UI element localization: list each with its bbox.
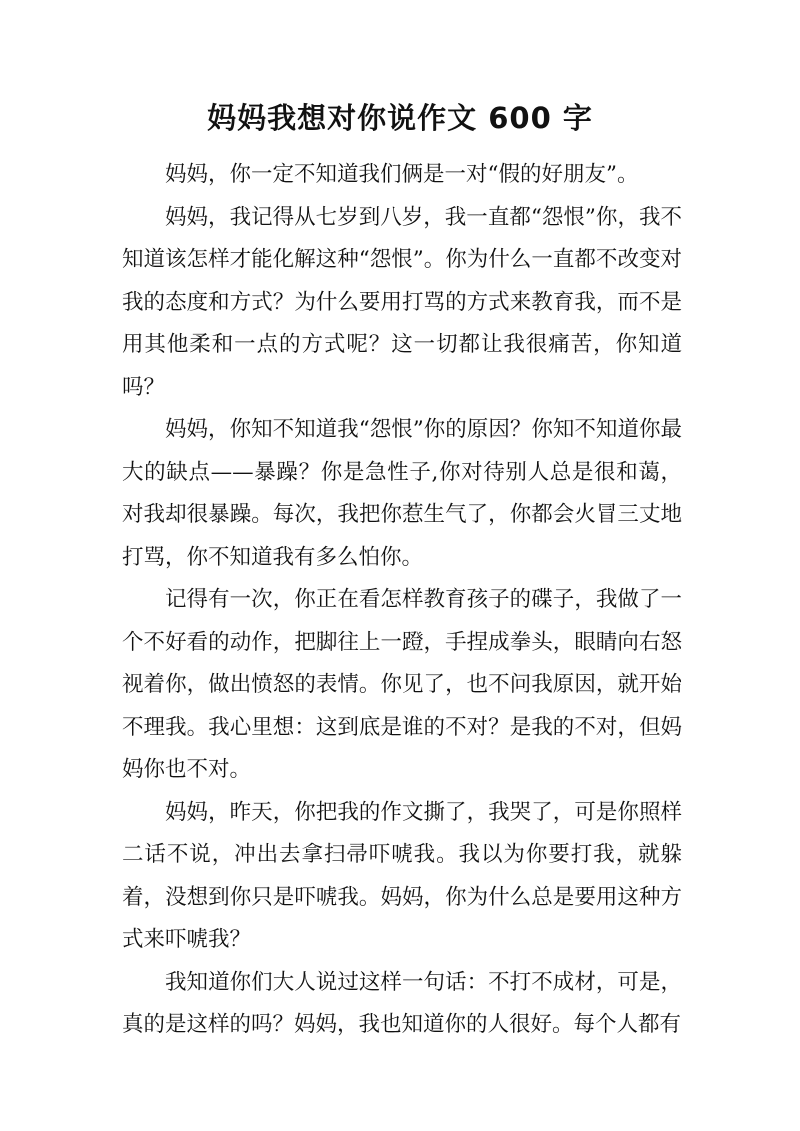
essay-body — [122, 154, 682, 1047]
paragraph: 妈妈，你知不知道我“怨恨”你的原因？你知不知道你最大的缺点——暴躁？你是急性子,你对待别人总是很和蔼，对我却很暴躁。每次，我把你惹生气了，你都会火冒三丈地打骂，你不知道我有多么怕你。 — [122, 417, 682, 570]
paragraph: 妈妈，我记得从七岁到八岁，我一直都“怨恨”你，我不知道该怎样才能化解这种“怨恨”。你为什么一直都不改变对我的态度和方式？为什么要用打骂的方式来教育我，而不是用其他柔和一点的方式呢？这一切都让我很痛苦，你知道吗？ — [122, 204, 682, 400]
paragraph: 我知道你们大人说过这样一句话：不打不成材，可是，真的是这样的吗？妈妈，我也知道你的人很好。每个人都有 — [122, 969, 682, 1037]
paragraph: 妈妈，你一定不知道我们俩是一对“假的好朋友”。 — [165, 162, 639, 187]
paragraph: 记得有一次，你正在看怎样教育孩子的碟子，我做了一个不好看的动作，把脚往上一蹬，手捏成拳头，眼睛向右怒视着你，做出愤怒的表情。你见了，也不问我原因，就开始不理我。我心里想：这到底是谁的不对？是我的不对，但妈妈你也不对。 — [122, 587, 682, 782]
page-title: 妈妈我想对你说作文 600 字 — [207, 101, 593, 135]
paragraph: 妈妈，昨天，你把我的作文撕了，我哭了，可是你照样二话不说，冲出去拿扫帚吓唬我。我以为你要打我，就躲着，没想到你只是吓唬我。妈妈，你为什么总是要用这种方式来吓唬我？ — [122, 799, 682, 952]
